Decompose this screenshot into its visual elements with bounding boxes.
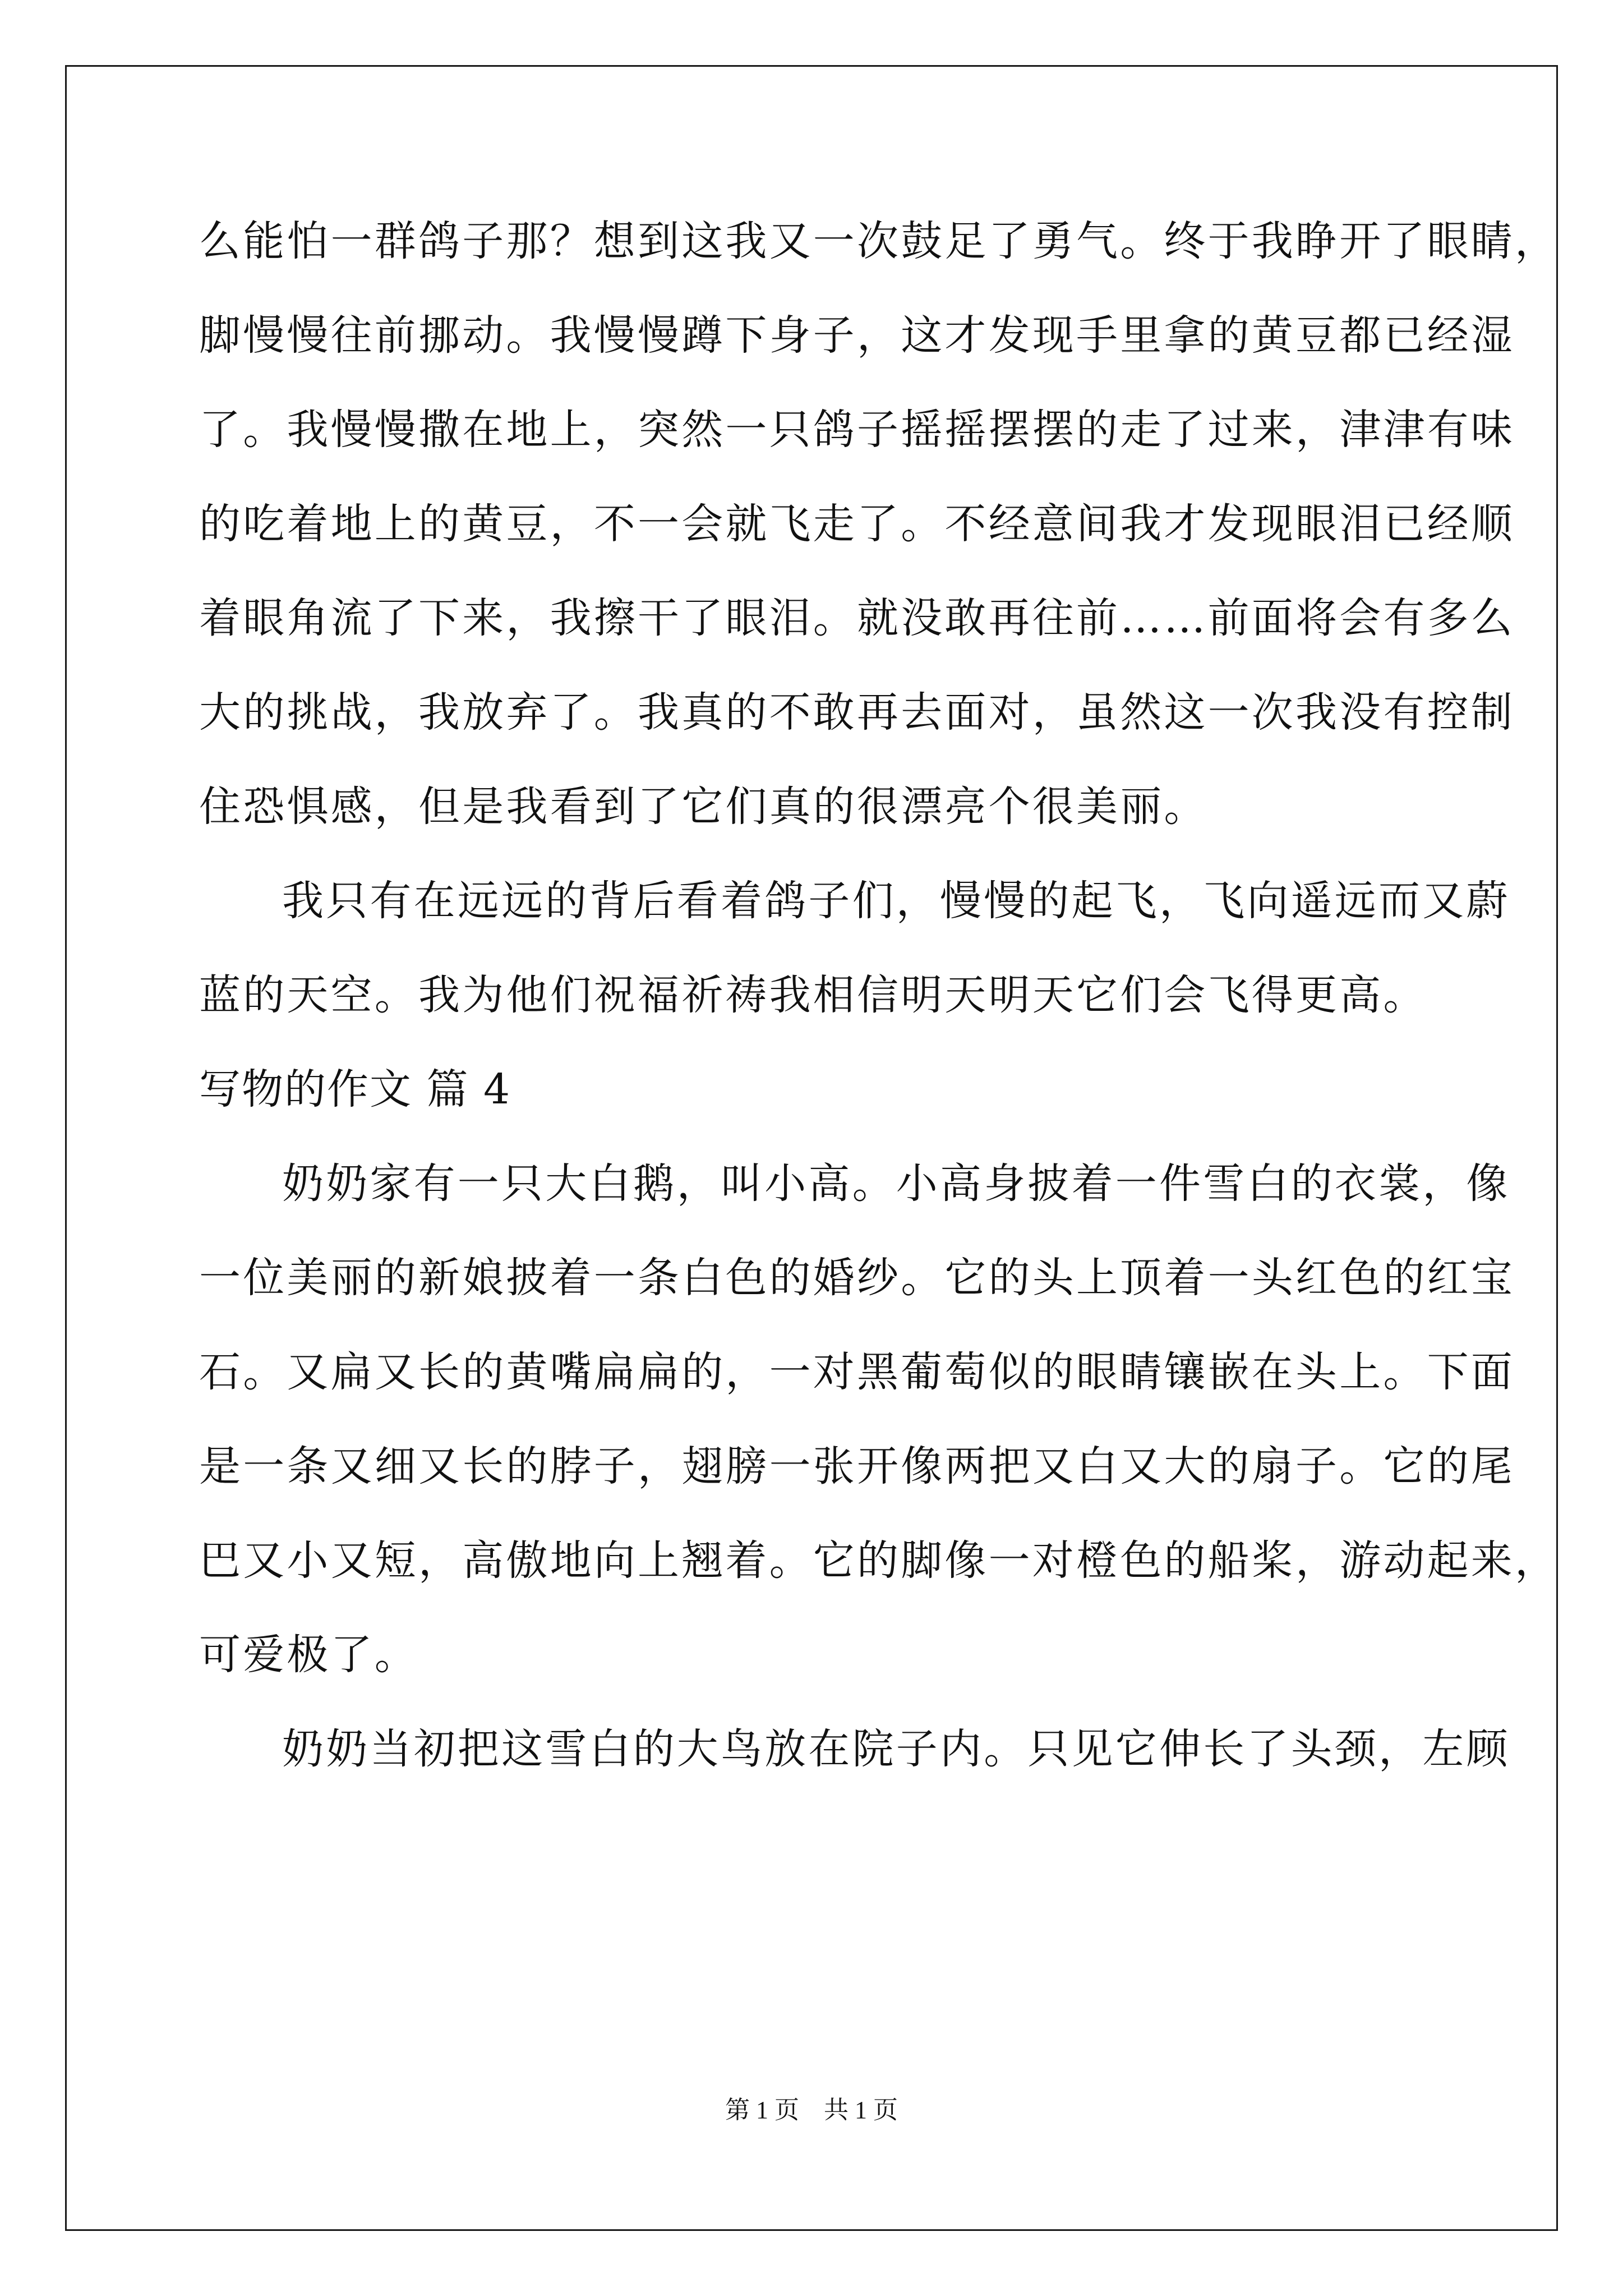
text-line: 奶奶当初把这雪白的大鸟放在院子内。只见它伸长了头颈，左顾	[282, 1725, 1510, 1773]
paragraph	[199, 1715, 1510, 1810]
text-line: 大的挑战，我放弃了。我真的不敢再去面对，虽然这一次我没有控制	[199, 688, 1515, 737]
section-heading: 写物的作文 篇 4	[199, 1065, 511, 1114]
text-line: 着眼角流了下来，我擦干了眼泪。就没敢再往前……前面将会有多么	[199, 594, 1515, 642]
text-line: 我只有在远远的背后看着鸽子们，慢慢的起飞，飞向遥远而又蔚	[282, 877, 1510, 925]
text-line: 是一条又细又长的脖子，翅膀一张开像两把又白又大的扇子。它的尾	[199, 1442, 1515, 1490]
document-body	[199, 208, 1559, 1810]
text-line: 石。又扁又长的黄嘴扁扁的，一对黑葡萄似的眼睛镶嵌在头上。下面	[199, 1348, 1515, 1396]
text-line: 住恐惧感，但是我看到了它们真的很漂亮个很美丽。	[199, 783, 1208, 831]
text-line: 的吃着地上的黄豆，不一会就飞走了。不经意间我才发现眼泪已经顺	[199, 500, 1515, 548]
paragraph	[199, 867, 1510, 1056]
paragraph	[199, 1150, 1559, 1715]
page-number-total: 共 1 页	[824, 2096, 898, 2124]
text-line: 一位美丽的新娘披着一条白色的婚纱。它的头上顶着一头红色的红宝	[199, 1254, 1515, 1302]
page-number-current: 第 1 页	[725, 2096, 799, 2124]
text-line: 么能怕一群鸽子那？想到这我又一次鼓足了勇气。终于我睁开了眼睛，	[199, 217, 1559, 265]
text-line: 可爱极了。	[199, 1631, 418, 1679]
text-line: 蓝的天空。我为他们祝福祈祷我相信明天明天它们会飞得更高。	[199, 971, 1427, 1019]
paragraph	[199, 208, 1559, 867]
text-line: 奶奶家有一只大白鹅，叫小高。小高身披着一件雪白的衣裳，像	[282, 1159, 1510, 1208]
text-line: 脚慢慢往前挪动。我慢慢蹲下身子，这才发现手里拿的黄豆都已经湿	[199, 311, 1515, 360]
text-line: 巴又小又短，高傲地向上翘着。它的脚像一对橙色的船桨，游动起来，	[199, 1536, 1559, 1585]
page-footer	[0, 2090, 1623, 2125]
text-line: 了。我慢慢撒在地上，突然一只鸽子摇摇摆摆的走了过来，津津有味	[199, 406, 1515, 454]
